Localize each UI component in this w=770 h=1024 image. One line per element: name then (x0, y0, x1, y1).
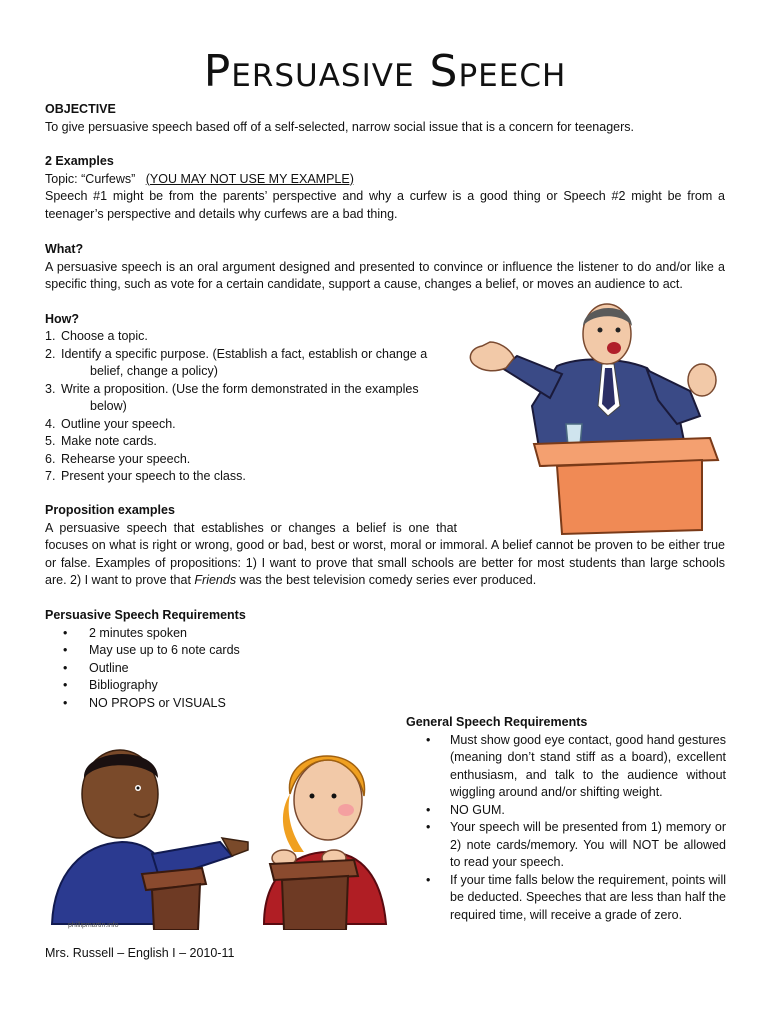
list-item: 5. Make note cards. (45, 434, 157, 448)
list-item: • NO PROPS or VISUALS (63, 695, 226, 710)
requirements-heading: Persuasive Speech Requirements (45, 608, 246, 622)
general-list (406, 732, 726, 925)
proposition-line1: A persuasive speech that establishes or changes a belief is one that (45, 520, 457, 535)
examples-section (45, 153, 725, 223)
list-item: • Bibliography (63, 678, 158, 692)
requirements-section (45, 607, 385, 712)
list-item-cont: belief, change a policy) (90, 364, 218, 378)
list-item: • May use up to 6 note cards (63, 643, 240, 657)
list-item: 6. Rehearse your speech. (45, 451, 191, 466)
examples-heading: 2 Examples (45, 154, 114, 168)
list-item: 2. Identify a specific purpose. (Establish a fact, establish or change a (45, 346, 428, 361)
examples-topic-note: (YOU MAY NOT USE MY EXAMPLE) (145, 171, 354, 186)
page-title: Persuasive Speech (203, 46, 567, 97)
objective-text: To give persuasive speech based off of a self-selected, narrow social issue that is a concern for teenagers. (45, 119, 634, 134)
list-item: • If your time falls below the requirement, points will be deducted. Speeches that are less than half the required time, will receive a grade of zero. (426, 872, 726, 922)
list-item: 3. Write a proposition. (Use the form demonstrated in the examples (45, 381, 419, 396)
proposition-text: focuses on what is right or wrong, good or bad, best or worst, moral or immoral. A belief cannot be proven to be either true or false. Examples of propositions: 1) I want to prove that small schools are better for most students than large schools are. 2) I want to prove that Friends was the best television comedy series ever produced. (45, 538, 725, 587)
list-item: • NO GUM. (426, 802, 505, 817)
general-section (406, 714, 726, 924)
examples-topic (45, 171, 725, 189)
list-item: • Your speech will be presented from 1) memory or 2) note cards/memory. You will NOT be allowed to read your speech. (426, 820, 726, 869)
examples-topic-label: Topic: “Curfews” (45, 171, 136, 186)
what-heading: What? (45, 242, 84, 256)
illustration-credit: phillipmartin.info (68, 922, 119, 929)
objective-heading: OBJECTIVE (45, 102, 116, 116)
what-section (45, 241, 725, 294)
speaker-podium-illustration (462, 296, 732, 536)
list-item: 1. Choose a topic. (45, 329, 148, 343)
what-text: A persuasive speech is an oral argument designed and presented to convince or influence the listener to do and/or like a specific thing, such as vote for a certain candidate, support a cause, changes a belief, or moves an audience to act. (45, 259, 725, 291)
how-heading: How? (45, 312, 80, 326)
examples-text: Speech #1 might be from the parents’ perspective and why a curfew is a good thing or Speech #2 might be from a teenager’s perspective and details why curfews are a bad thing. (45, 189, 725, 221)
list-item: • Must show good eye contact, good hand gestures (meaning don’t stand stiff as a board), excellent enthusiasm, and talk to the audience without wiggling around and/or shifting weight. (426, 732, 726, 799)
list-item: • Outline (63, 660, 129, 675)
debaters-illustration (42, 734, 394, 930)
list-item: 4. Outline your speech. (45, 416, 176, 431)
general-heading: General Speech Requirements (406, 715, 588, 729)
objective-section (45, 101, 725, 136)
list-item-cont: below) (90, 399, 127, 413)
proposition-heading: Proposition examples (45, 503, 175, 517)
how-steps (45, 328, 465, 486)
list-item: • 2 minutes spoken (63, 625, 187, 640)
footer-text: Mrs. Russell – English I – 2010-11 (45, 946, 235, 960)
how-section (45, 311, 445, 329)
list-item: 7. Present your speech to the class. (45, 469, 246, 483)
requirements-list (45, 625, 385, 713)
